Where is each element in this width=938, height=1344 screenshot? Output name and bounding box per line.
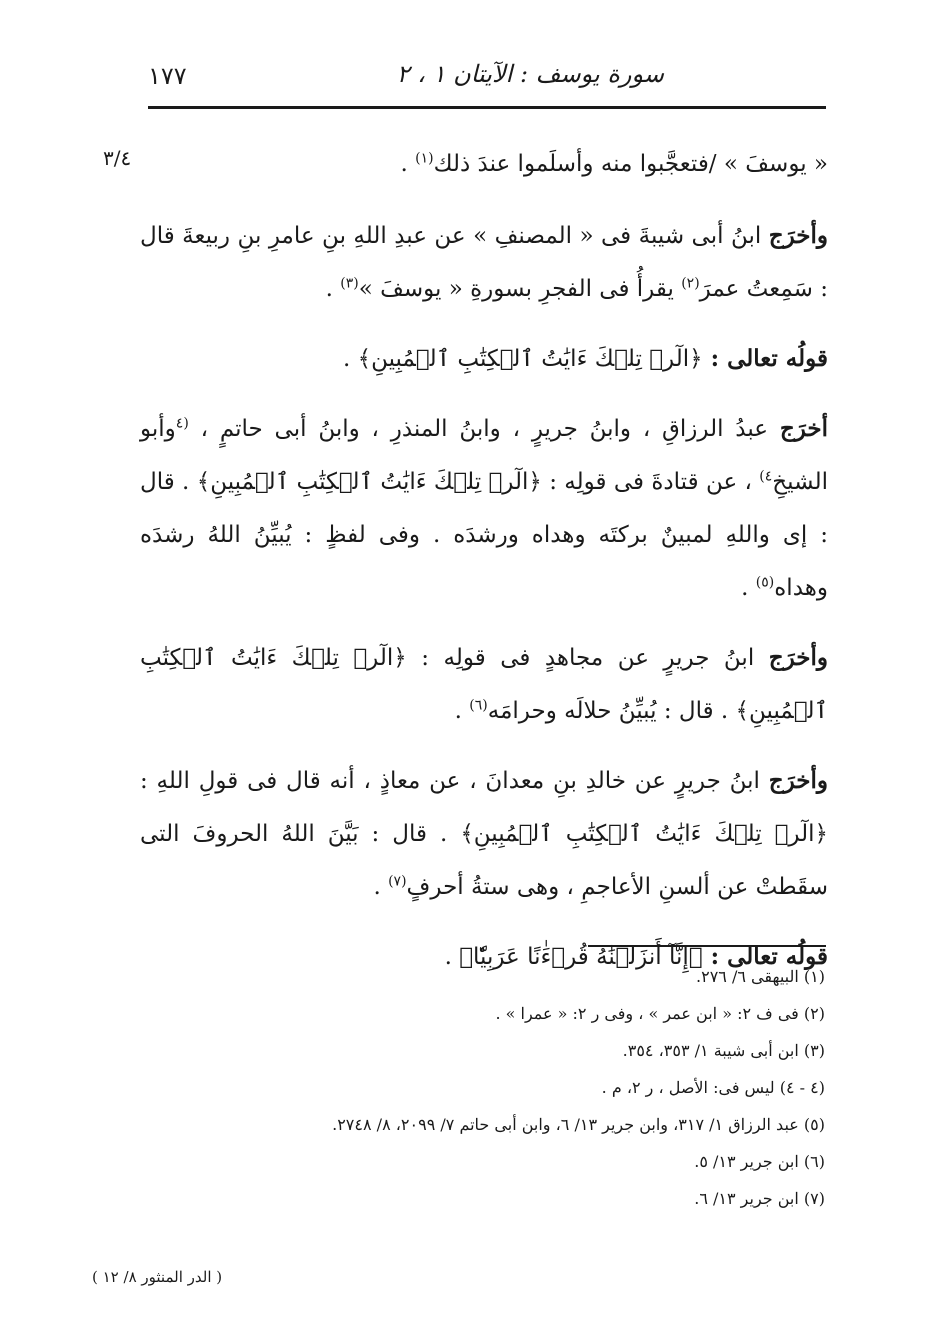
text-run: ابنُ جريرٍ عن خالدِ بنِ معدانَ ، عن معاذٍ ، أنه قال فى قولِ اللهِ : <box>140 768 769 794</box>
text-run: . <box>444 944 460 970</box>
text-run: عبدُ الرزاقِ ، وابنُ جريرٍ ، وابنُ المنذرِ ، وابنُ أبى حاتمٍ ، <box>188 416 780 442</box>
lead-word: وأخرَج <box>768 767 828 794</box>
text-run: . قال : إى واللهِ لمبينٌ بركتَه وهداه ورشدَه . وفى لفظٍ : يُبيِّنُ اللهُ رشدَه وهداه <box>140 469 828 601</box>
page-header <box>148 56 824 100</box>
quran-verse: ﴿إِنَّآ أَنزَلۡنَٰهُ قُرۡءَٰنًا عَرَبِيّٗا﴾ <box>459 944 703 970</box>
lead-word: قولُه تعالى : <box>702 943 828 970</box>
footnote-ref: (٢) <box>681 275 700 292</box>
paragraph <box>140 754 828 914</box>
text-run: « يوسفَ » /فتعجَّبوا منه وأسلَموا عندَ ذلك <box>433 151 828 177</box>
paragraph <box>140 332 828 386</box>
text-run: . <box>454 698 470 724</box>
text-run: يقرأُ فى الفجرِ بسورةِ « يوسفَ » <box>358 276 682 302</box>
signature-mark: ( الدر المنثور ٨/ ١٢ ) <box>92 1268 223 1286</box>
main-text <box>140 138 828 1000</box>
footnote-ref: ٤) <box>759 468 773 485</box>
paragraph <box>140 402 828 615</box>
footnote: (٤ - ٤) ليس فى: الأصل ، ر ٢، م . <box>601 1078 825 1097</box>
text-run: وأبو الشيخِ <box>140 416 828 495</box>
quran-verse: ﴿الٓرۚ تِلۡكَ ءَايَٰتُ ٱلۡكِتَٰبِ ٱلۡمُبِينِ﴾ <box>460 821 829 847</box>
paragraph <box>140 138 828 191</box>
text-run: . <box>373 874 389 900</box>
running-head: سورة يوسف : الآيتان ١ ، ٢ <box>396 60 664 88</box>
margin-reference: ٣/٤ <box>103 146 132 170</box>
header-rule <box>148 106 826 109</box>
quran-verse: ﴿الٓرۚ تِلۡكَ ءَايَٰتُ ٱلۡكِتَٰبِ ٱلۡمُبِينِ﴾ <box>357 346 703 372</box>
footnote-ref: (٤ <box>175 415 189 432</box>
lead-word: وأخرَج <box>768 222 828 249</box>
footnote: (٥) عبد الرزاق ١/ ٣١٧، وابن جرير ١٣/ ٦، وابن أبى حاتم ٧/ ٢٠٩٩، ٨/ ٢٧٤٨. <box>332 1115 825 1134</box>
paragraph <box>140 631 828 738</box>
quran-verse: ﴿الٓرۚ تِلۡكَ ءَايَٰتُ ٱلۡكِتَٰبِ ٱلۡمُبِينِ﴾ <box>140 645 828 724</box>
text-run: . <box>741 575 756 601</box>
footnotes <box>140 958 825 1217</box>
text-run: ابنُ جريرٍ عن مجاهدٍ فى قولِه : <box>406 645 769 671</box>
footnote: (٣) ابن أبى شيبة ١/ ٣٥٣، ٣٥٤. <box>622 1041 825 1060</box>
paragraph <box>140 209 828 316</box>
text-run: . قال : بَيَّنَ اللهُ الحروفَ التى سقَطتْ عن ألسنِ الأعاجمِ ، وهى ستةُ أحرفٍ <box>140 821 828 900</box>
text-run: . قال : يُبيِّنُ حلالَه وحرامَه <box>487 698 736 724</box>
lead-word: وأخرَج <box>768 644 828 671</box>
footnote-ref: (٦) <box>469 697 488 714</box>
footnote: (٢) فى ف ٢: « ابن عمر » ، وفى ر ٢: « عمرا » . <box>495 1004 825 1023</box>
footnote: (٧) ابن جرير ١٣/ ٦. <box>694 1189 825 1208</box>
footnote-ref: (٣) <box>340 275 359 292</box>
text-run: ابنُ أبى شيبةَ فى « المصنفِ » عن عبدِ اللهِ بنِ عامرِ بنِ ربيعةَ قال : سَمِعتُ عمرَ <box>140 223 828 302</box>
text-run: . <box>400 151 416 177</box>
quran-verse: ﴿الٓرۚ تِلۡكَ ءَايَٰتُ ٱلۡكِتَٰبِ ٱلۡمُبِينِ﴾ <box>196 469 542 495</box>
lead-word: قولُه تعالى : <box>702 345 828 372</box>
text-run: . <box>342 346 358 372</box>
footnote: (١) البيهقى ٦/ ٢٧٦. <box>696 967 825 986</box>
footnote-ref: (١) <box>415 150 434 167</box>
lead-word: أخرَج <box>779 415 828 442</box>
footnote-ref: (٥) <box>755 574 775 591</box>
text-run: . <box>325 276 341 302</box>
footnote: (٦) ابن جرير ١٣/ ٥. <box>694 1152 825 1171</box>
page-number: ١٧٧ <box>148 62 187 90</box>
footnote-rule <box>588 945 826 947</box>
text-run: ، عن قتادةَ فى قولِه : <box>541 469 760 495</box>
footnote-ref: (٧) <box>388 873 407 890</box>
